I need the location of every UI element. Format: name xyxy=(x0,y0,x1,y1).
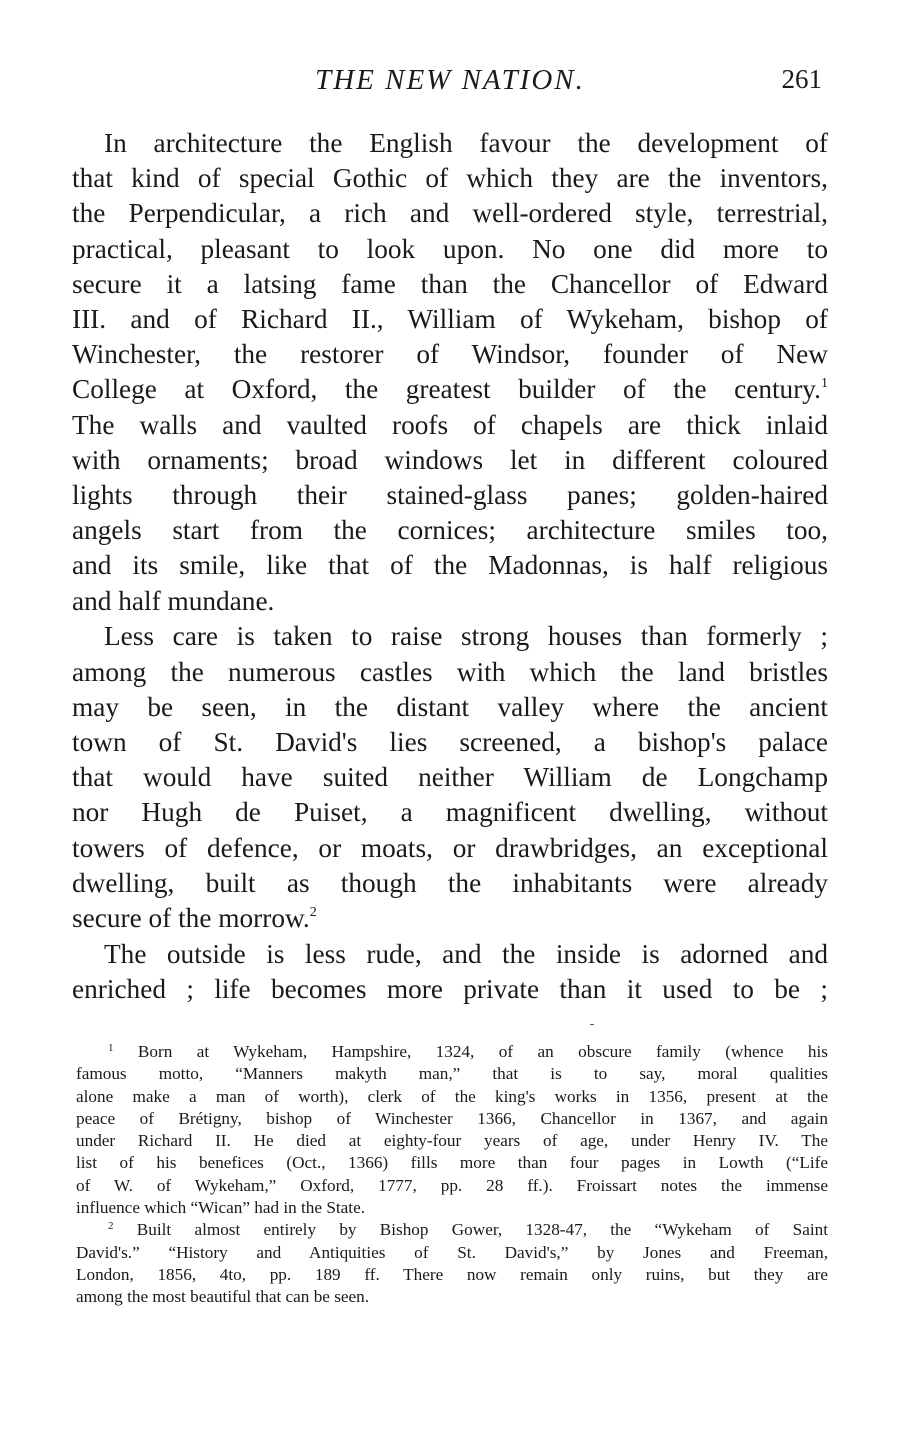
text-line: and its smile, like that of the Madonnas, is half religious xyxy=(72,550,828,581)
text-line: angels start from the cornices; architecture smiles too, xyxy=(72,515,828,546)
page-number: 261 xyxy=(781,64,822,94)
paragraph xyxy=(72,619,828,936)
text-line: with ornaments; broad windows let in different coloured xyxy=(72,444,828,475)
text-line: and half mundane. xyxy=(72,585,275,616)
footnote-line xyxy=(76,1219,828,1241)
footnote-line: influence which “Wican” had in the State. xyxy=(76,1198,365,1218)
text-line: secure it a latsing fame than the Chancellor of Edward xyxy=(72,268,828,299)
footnote-line: David's.” “History and Antiquities of St. David's,” by Jones and Freeman, xyxy=(76,1242,828,1262)
footnote-line: London, 1856, 4to, pp. 189 ff. There now remain only ruins, but they are xyxy=(76,1264,828,1284)
footnote-line: under Richard II. He died at eighty-four years of age, under Henry IV. The xyxy=(76,1131,828,1151)
footnote xyxy=(76,1219,828,1308)
body-text xyxy=(72,126,828,1008)
text-line: towers of defence, or moats, or drawbridges, an exceptional xyxy=(72,832,828,863)
page-header xyxy=(72,60,828,100)
text-line: may be seen, in the distant valley where the ancient xyxy=(72,691,828,722)
footnote-text: Built almost entirely by Bishop Gower, 1328-47, the “Wykeham of Saint xyxy=(136,1220,828,1240)
text-line-with-note xyxy=(72,372,828,407)
text-line: III. and of Richard II., William of Wykeham, bishop of xyxy=(72,304,828,335)
text-line: The walls and vaulted roofs of chapels are thick inlaid xyxy=(72,409,828,440)
footnote xyxy=(76,1041,828,1219)
text-line: enriched ; life becomes more private than it used to be ; xyxy=(72,974,828,1005)
text-line: dwelling, built as though the inhabitants were already xyxy=(72,867,828,898)
text-line: secure of the morrow. xyxy=(72,903,310,934)
footnote-line: famous motto, “Manners makyth man,” that is to say, moral qualities xyxy=(76,1064,828,1084)
text-line: that kind of special Gothic of which they are the inventors, xyxy=(72,163,828,194)
footnote-line: peace of Brétigny, bishop of Winchester 1366, Chancellor in 1367, and again xyxy=(76,1108,828,1128)
footnote-line: among the most beautiful that can be seen. xyxy=(76,1287,370,1307)
text-line: the Perpendicular, a rich and well-ordered style, terrestrial, xyxy=(72,198,828,229)
footnotes xyxy=(76,1041,828,1309)
text-line: that would have suited neither William de Longchamp xyxy=(72,762,828,793)
divider-mark xyxy=(590,1024,594,1025)
footnote-line xyxy=(76,1041,828,1063)
text-line: College at Oxford, the greatest builder of the century. xyxy=(72,374,821,405)
text-line-with-note xyxy=(72,901,828,936)
footnote-ref[interactable]: 2 xyxy=(309,905,317,921)
text-line: lights through their stained-glass panes; golden-haired xyxy=(72,480,828,511)
footnote-text: Born at Wykeham, Hampshire, 1324, of an obscure family (whence his xyxy=(137,1042,828,1061)
paragraph xyxy=(72,937,828,1007)
text-line: Winchester, the restorer of Windsor, founder of New xyxy=(72,339,828,370)
text-line: The outside is less rude, and the inside is adorned and xyxy=(104,938,828,969)
footnote-ref[interactable]: 1 xyxy=(821,376,828,392)
running-title: THE NEW NATION. xyxy=(315,64,585,96)
footnote-line: of W. of Wykeham,” Oxford, 1777, pp. 28 ff.). Froissart notes the immense xyxy=(76,1175,828,1195)
footnote-line: list of his benefices (Oct., 1366) fills more than four pages in Lowth (“Life xyxy=(76,1153,828,1173)
text-line: among the numerous castles with which the land bristles xyxy=(72,656,828,687)
text-line: In architecture the English favour the development of xyxy=(104,128,828,158)
text-line: town of St. David's lies screened, a bishop's palace xyxy=(72,727,828,758)
text-line: nor Hugh de Puiset, a magnificent dwelling, without xyxy=(72,797,828,828)
text-line: practical, pleasant to look upon. No one did more to xyxy=(72,233,828,264)
paragraph xyxy=(72,126,828,619)
text-line: Less care is taken to raise strong houses than formerly ; xyxy=(104,621,828,652)
footnote-line: alone make a man of worth), clerk of the king's works in 1356, present at the xyxy=(76,1086,828,1106)
footnote-marker: 2 xyxy=(108,1220,114,1233)
footnote-marker: 1 xyxy=(108,1042,114,1054)
